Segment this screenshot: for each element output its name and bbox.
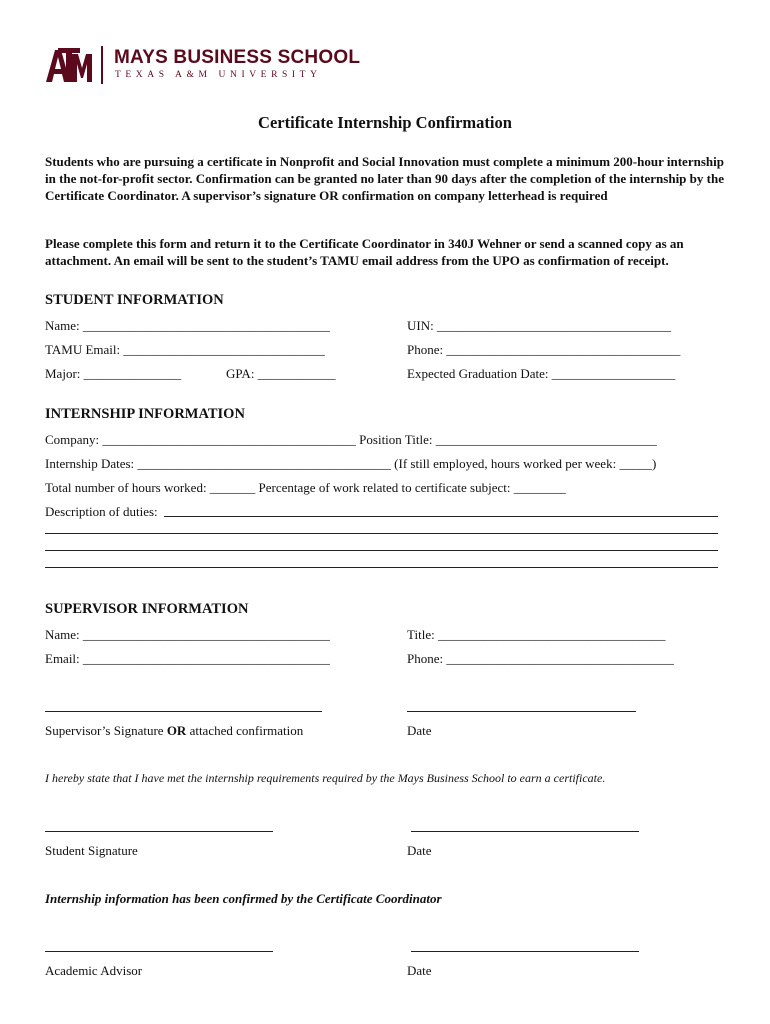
intro-paragraph-1: Students who are pursuing a certificate in Nonprofit and Social Innovation must complete a minimum 200-hour internship in the not-for-profit sector. Confirmation can be granted no later than 90 days after the completion of the internship by the Certificate Coordinator. A supervisor’s signature OR confirmation on company letterhead is required	[45, 154, 724, 203]
confirmation-note: Internship information has been confirmed by the Certificate Coordinator	[45, 891, 442, 906]
company-position-row[interactable]: Company: _______________________________________ Position Title: __________________________________	[45, 432, 657, 447]
student-phone-field[interactable]: Phone: ____________________________________	[407, 342, 681, 357]
supervisor-signature-line[interactable]	[45, 711, 322, 712]
duties-line-2[interactable]	[45, 533, 718, 534]
logo-divider	[101, 46, 103, 84]
supervisor-name-field[interactable]: Name: ______________________________________	[45, 627, 330, 642]
supervisor-date-label: Date	[407, 723, 432, 738]
school-name: MAYS BUSINESS SCHOOL	[114, 47, 361, 68]
student-grad-date-field[interactable]: Expected Graduation Date: ___________________	[407, 366, 676, 381]
student-name-field[interactable]: Name: ______________________________________	[45, 318, 330, 333]
supervisor-date-line[interactable]	[407, 711, 636, 712]
page-title: Certificate Internship Confirmation	[258, 113, 512, 132]
duties-line-1[interactable]	[164, 516, 718, 517]
internship-heading: INTERNSHIP INFORMATION	[45, 406, 245, 422]
supervisor-email-field[interactable]: Email: ______________________________________	[45, 651, 330, 666]
student-gpa-field[interactable]: GPA: ____________	[226, 366, 336, 381]
duties-label: Description of duties:	[45, 504, 158, 519]
student-date-line[interactable]	[411, 831, 639, 832]
student-signature-label: Student Signature	[45, 843, 138, 858]
student-uin-field[interactable]: UIN: ____________________________________	[407, 318, 671, 333]
atm-logo	[44, 46, 94, 84]
student-heading: STUDENT INFORMATION	[45, 292, 224, 308]
advisor-date-label: Date	[407, 963, 432, 978]
student-statement: I hereby state that I have met the internship requirements required by the Mays Business School to earn a certificate.	[45, 771, 606, 785]
duties-line-3[interactable]	[45, 550, 718, 551]
student-major-field[interactable]: Major: _______________	[45, 366, 182, 381]
duties-line-4[interactable]	[45, 567, 718, 568]
hours-worked-row[interactable]: Total number of hours worked: _______ Percentage of work related to certificate subject: ________	[45, 480, 566, 495]
supervisor-phone-field[interactable]: Phone: ___________________________________	[407, 651, 674, 666]
supervisor-heading: SUPERVISOR INFORMATION	[45, 601, 249, 617]
student-email-field[interactable]: TAMU Email: _______________________________	[45, 342, 325, 357]
logo-text: ATM	[44, 46, 47, 47]
university-name: TEXAS A&M UNIVERSITY	[115, 70, 322, 80]
student-date-label: Date	[407, 843, 432, 858]
supervisor-title-field[interactable]: Title: ___________________________________	[407, 627, 666, 642]
advisor-signature-line[interactable]	[45, 951, 273, 952]
student-signature-line[interactable]	[45, 831, 273, 832]
internship-dates-row[interactable]: Internship Dates: _______________________________________ (If still employed, hours worked per week: _____)	[45, 456, 657, 471]
supervisor-signature-label: Supervisor’s Signature OR attached confirmation	[45, 723, 304, 738]
advisor-date-line[interactable]	[411, 951, 639, 952]
advisor-signature-label: Academic Advisor	[45, 963, 143, 978]
intro-paragraph-2: Please complete this form and return it to the Certificate Coordinator in 340J Wehner or send a scanned copy as an attachment. An email will be sent to the student’s TAMU email address from the UPO as confirmation of receipt.	[45, 236, 684, 268]
